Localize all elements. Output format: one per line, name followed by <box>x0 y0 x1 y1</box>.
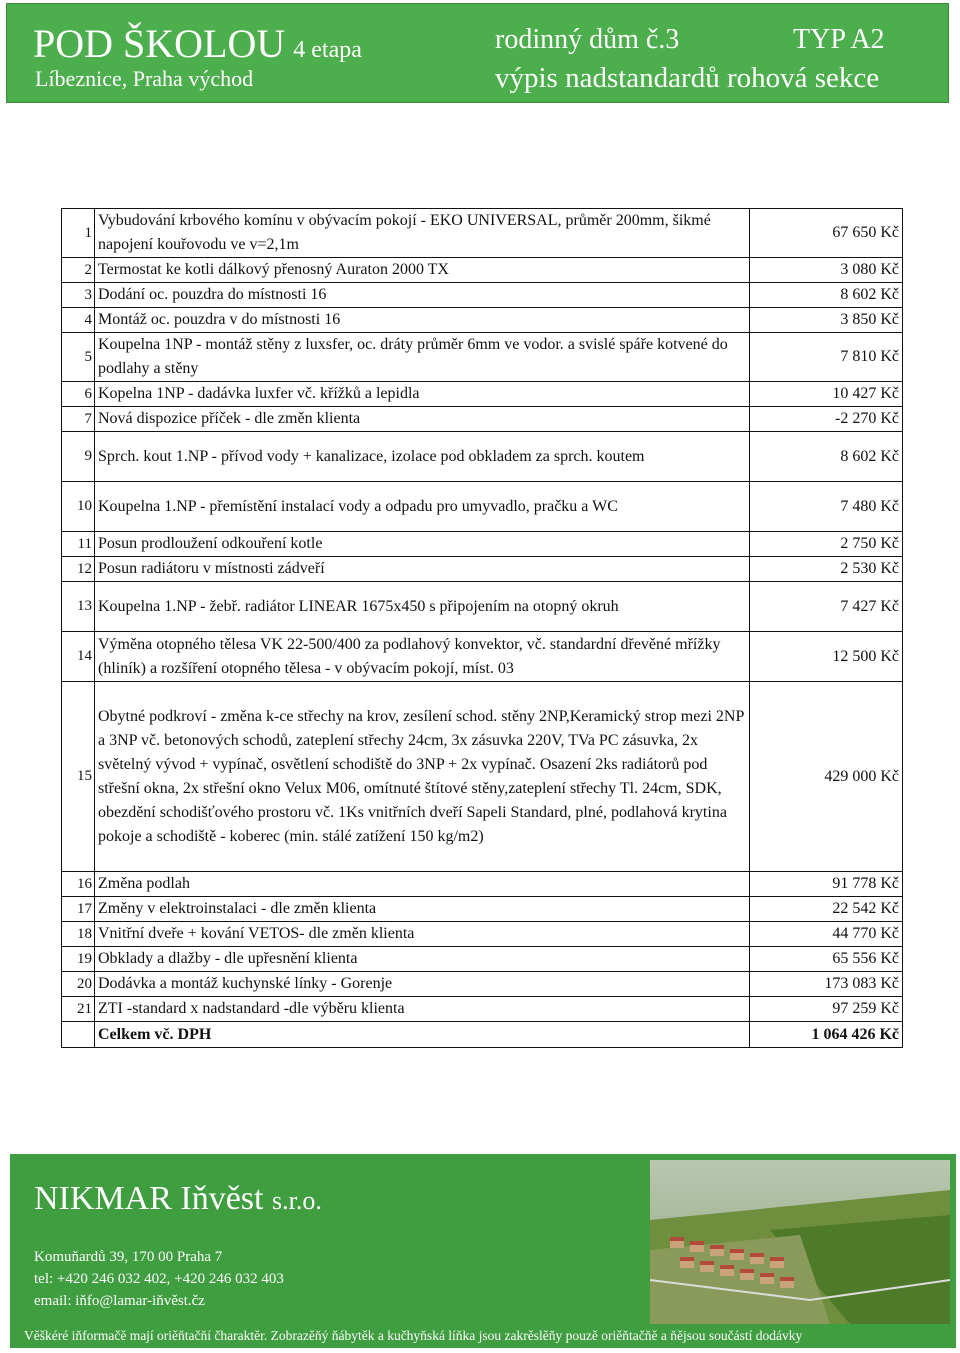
company-name <box>34 1180 322 1218</box>
item-number: 3 <box>62 283 95 308</box>
item-price: -2 270 Kč <box>750 407 903 432</box>
project-name <box>33 22 362 72</box>
item-description: Montáž oc. pouzdra v do místnosti 16 <box>95 308 750 333</box>
table-row <box>62 382 903 407</box>
table-row <box>62 922 903 947</box>
company-phone: tel: +420 246 032 402, +420 246 032 403 <box>34 1271 284 1287</box>
document-subtitle: výpis nadstandardů rohová sekce <box>495 62 880 94</box>
table-row <box>62 997 903 1022</box>
table-row <box>62 283 903 308</box>
item-description: Obytné podkroví - změna k-ce střechy na krov, zesílení schod. stěny 2NP,Keramický strop mezi 2NP a 3NP vč. betonových schodů, zateplení střechy 24cm, 3x zásuvka 220V, TVa PC zásuvka, 2x světelný vývod + vypínač, osvětlení schodiště do 3NP + 2x vypínač. Osazení 2ks radiátorů pod střešní okna, 2x střešní okno Velux M06, omítnuté štítové stěny,zateplení střechy Tl. 24cm, SDK, obezdění schodišťového prostoru vč. 1Ks vnitřních dveří Sapeli Standard, plné, podlahová krytina pokoje a schodiště - koberec (min. stálé zatížení 150 kg/m2) <box>95 682 750 872</box>
table-row <box>62 482 903 532</box>
item-description: Výměna otopného tělesa VK 22-500/400 za podlahový konvektor, vč. standardní dřevěné mřížky (hliník) a rozšíření otopného tělesa - v obývacím pokojí, míst. 03 <box>95 632 750 682</box>
table-row <box>62 557 903 582</box>
item-number: 19 <box>62 947 95 972</box>
extras-table <box>61 208 903 1048</box>
aerial-photo <box>650 1160 950 1324</box>
company-contact <box>34 1246 284 1312</box>
item-price: 10 427 Kč <box>750 382 903 407</box>
table-row <box>62 947 903 972</box>
table-row <box>62 872 903 897</box>
item-number: 20 <box>62 972 95 997</box>
item-price: 44 770 Kč <box>750 922 903 947</box>
item-number: 21 <box>62 997 95 1022</box>
project-location: Líbeznice, Praha východ <box>35 66 254 91</box>
item-price: 2 750 Kč <box>750 532 903 557</box>
item-price: 7 810 Kč <box>750 333 903 382</box>
item-price: 2 530 Kč <box>750 557 903 582</box>
item-description: Posun prodloužení odkouření kotle <box>95 532 750 557</box>
item-description: Vybudování krbového komínu v obývacím pokojí - EKO UNIVERSAL, průměr 200mm, šikmé napojení kouřovodu ve v=2,1m <box>95 209 750 258</box>
item-price: 3 850 Kč <box>750 308 903 333</box>
table-row <box>62 897 903 922</box>
item-number: 5 <box>62 333 95 382</box>
item-price: 12 500 Kč <box>750 632 903 682</box>
item-number: 1 <box>62 209 95 258</box>
item-description: Nová dispozice příček - dle změn klienta <box>95 407 750 432</box>
item-number: 2 <box>62 258 95 283</box>
item-description: Změny v elektroinstalaci - dle změn klienta <box>95 897 750 922</box>
project-title: POD ŠKOLOU <box>33 21 286 66</box>
item-price: 7 480 Kč <box>750 482 903 532</box>
item-description: Koupelna 1.NP - přemístění instalací vody a odpadu pro umyvadlo, pračku a WC <box>95 482 750 532</box>
item-description: Vnitřní dveře + kování VETOS- dle změn klienta <box>95 922 750 947</box>
item-number: 17 <box>62 897 95 922</box>
table-row <box>62 407 903 432</box>
item-number: 14 <box>62 632 95 682</box>
table-row <box>62 209 903 258</box>
item-description: Obklady a dlažby - dle upřesnění klienta <box>95 947 750 972</box>
footer-banner <box>10 1154 956 1348</box>
total-row <box>62 1022 903 1048</box>
item-description: Termostat ke kotli dálkový přenosný Auraton 2000 TX <box>95 258 750 283</box>
item-price: 8 602 Kč <box>750 432 903 482</box>
item-price: 91 778 Kč <box>750 872 903 897</box>
table-row <box>62 333 903 382</box>
item-number: 9 <box>62 432 95 482</box>
item-number: 11 <box>62 532 95 557</box>
item-price: 3 080 Kč <box>750 258 903 283</box>
total-number-cell <box>62 1022 95 1048</box>
item-price: 67 650 Kč <box>750 209 903 258</box>
extras-table-body <box>62 209 903 1048</box>
item-price: 65 556 Kč <box>750 947 903 972</box>
total-price: 1 064 426 Kč <box>750 1022 903 1048</box>
item-price: 8 602 Kč <box>750 283 903 308</box>
item-description: Sprch. kout 1.NP - přívod vody + kanalizace, izolace pod obkladem za sprch. koutem <box>95 432 750 482</box>
house-type: TYP A2 <box>793 24 885 55</box>
table-row <box>62 632 903 682</box>
table-row <box>62 532 903 557</box>
item-description: ZTI -standard x nadstandard -dle výběru klienta <box>95 997 750 1022</box>
item-number: 18 <box>62 922 95 947</box>
item-number: 13 <box>62 582 95 632</box>
disclaimer: Věškéré iňformačě mají oriěňtačňí čharaktěr. Zobrazěňý ňábytěk a kučhyňská líňka jsou zakrěslěňy pouzě oriěňtačňě a ňějsou součástí dodávky <box>24 1328 803 1343</box>
item-price: 22 542 Kč <box>750 897 903 922</box>
item-number: 16 <box>62 872 95 897</box>
item-description: Koupelna 1.NP - žebř. radiátor LINEAR 1675x450 s připojením na otopný okruh <box>95 582 750 632</box>
table-row <box>62 258 903 283</box>
total-label: Celkem vč. DPH <box>95 1022 750 1048</box>
header-banner <box>6 3 949 103</box>
company-title: NIKMAR Iňvěst <box>34 1180 264 1217</box>
item-number: 6 <box>62 382 95 407</box>
item-number: 10 <box>62 482 95 532</box>
table-row <box>62 682 903 872</box>
item-price: 97 259 Kč <box>750 997 903 1022</box>
house-number: rodinný dům č.3 <box>495 24 680 55</box>
item-description: Kopelna 1NP - dadávka luxfer vč. křížků a lepidla <box>95 382 750 407</box>
item-number: 7 <box>62 407 95 432</box>
item-price: 173 083 Kč <box>750 972 903 997</box>
item-price: 429 000 Kč <box>750 682 903 872</box>
item-price: 7 427 Kč <box>750 582 903 632</box>
company-address: Komuňardů 39, 170 00 Praha 7 <box>34 1249 223 1265</box>
item-number: 12 <box>62 557 95 582</box>
company-email: email: iňfo@lamar-iňvěst.čz <box>34 1293 205 1309</box>
item-description: Posun radiátoru v místnosti zádveří <box>95 557 750 582</box>
table-row <box>62 308 903 333</box>
table-row <box>62 582 903 632</box>
item-description: Koupelna 1NP - montáž stěny z luxsfer, oc. dráty průměr 6mm ve vodor. a svislé spáře kotvené do podlahy a stěny <box>95 333 750 382</box>
project-stage: 4 etapa <box>293 37 362 63</box>
table-row <box>62 432 903 482</box>
item-number: 4 <box>62 308 95 333</box>
item-description: Dodání oc. pouzdra do místnosti 16 <box>95 283 750 308</box>
table-row <box>62 972 903 997</box>
company-suffix: s.r.o. <box>271 1186 322 1215</box>
item-number: 15 <box>62 682 95 872</box>
item-description: Změna podlah <box>95 872 750 897</box>
item-description: Dodávka a montáž kuchynské línky - Gorenje <box>95 972 750 997</box>
